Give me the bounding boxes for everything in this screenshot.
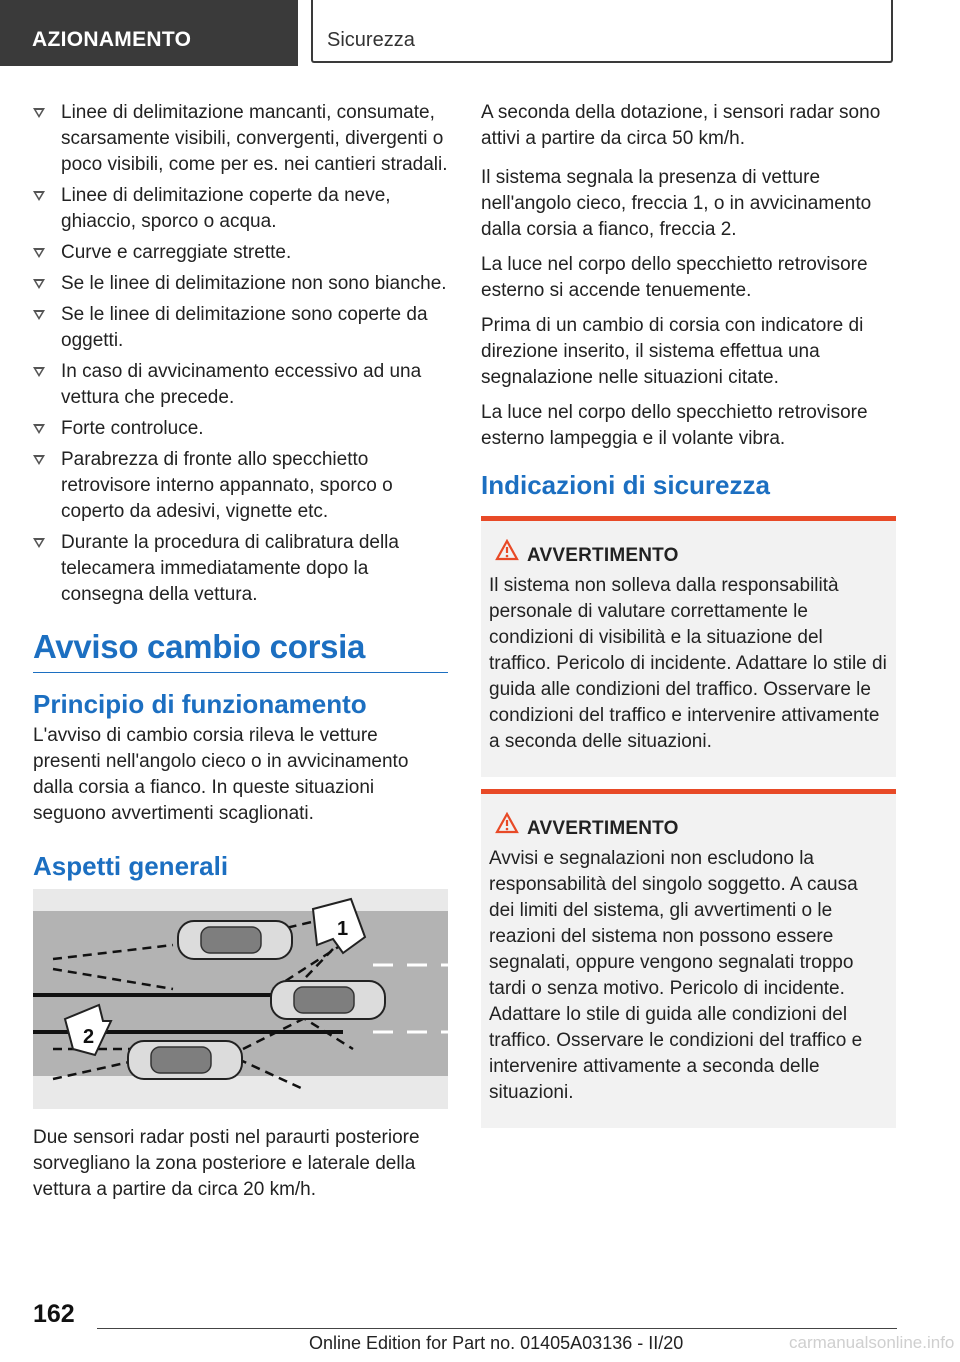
list-item: Linee di delimitazione mancanti, consumate, scarsamente visibili, convergenti, divergenti o poco visibili, come per es. nei cantieri stradali. (33, 100, 448, 178)
list-item: Se le linee di delimitazione non sono bianche. (33, 271, 448, 297)
car-icon (178, 921, 292, 959)
paragraph-flash: La luce nel corpo dello specchietto retrovisore esterno lampeggia e il volante vibra. (481, 402, 868, 449)
footer-edition: Online Edition for Part no. 01405A03136 - II/20 (309, 1333, 684, 1353)
warning-box (481, 789, 896, 1128)
safety-title: Indicazioni di sicurezza (481, 470, 770, 500)
subsection-title-general: Aspetti generali (33, 851, 229, 881)
triangle-bullet-icon (33, 248, 45, 258)
paragraph-light: La luce nel corpo dello specchietto retrovisore esterno si accende tenuemente. (481, 254, 868, 301)
triangle-bullet-icon (33, 310, 45, 320)
radar-sensor-paragraph: Due sensori radar posti nel paraurti posteriore sorvegliano la zona posteriore e laterale della vettura a partire da circa 20 km/h. (33, 1127, 420, 1200)
footer-watermark: carmanualsonline.info (789, 1333, 955, 1352)
subsection-title-principle: Principio di funzionamento (33, 689, 367, 719)
list-item: Curve e carreggiate strette. (33, 240, 448, 266)
header-chapter-label: Sicurezza (327, 29, 415, 51)
paragraph-signal: Il sistema segnala la presenza di vetture nell'angolo cieco, freccia 1, o in avvicinamento dalla corsia a fianco, freccia 2. (481, 167, 872, 240)
principle-paragraph: L'avviso di cambio corsia rileva le vetture presenti nell'angolo cieco o in avvicinamento dalla corsia a fianco. In queste situazioni seguono avvertimenti scaglionati. (33, 725, 409, 824)
warning-title: AVVERTIMENTO (527, 545, 679, 566)
warning-title: AVVERTIMENTO (527, 818, 679, 839)
right-column (481, 100, 896, 1140)
header-section-tab (0, 0, 298, 66)
triangle-bullet-icon (33, 538, 45, 548)
warning-text: Il sistema non solleva dalla responsabilità personale di valutare correttamente le condizioni di visibilità e la situazione del traffico. Pericolo di incidente. Adattare lo stile di guida alle condizioni del traffico. Osservare le condizioni del traffico e intervenire attivamente a seconda delle situazioni. (489, 575, 887, 752)
list-item: Se le linee di delimitazione sono coperte da oggetti. (33, 302, 448, 354)
warning-text: Avvisi e segnalazioni non escludono la responsabilità del singolo soggetto. A causa dei limiti del sistema, gli avvertimenti o le reazioni del sistema non possono essere segnalati, oppure vengono segnalati troppo tardi o senza motivo. Pericolo di incidente. Adattare lo stile di guida alle condizioni del traffico. Osservare le condizioni del traffico e intervenire attivamente a seconda delle situazioni. (489, 848, 863, 1103)
limitations-list (33, 100, 448, 608)
list-item: Linee di delimitazione coperte da neve, ghiaccio, sporco o acqua. (33, 183, 448, 235)
car-icon (271, 981, 385, 1019)
page-number: 162 (33, 1300, 75, 1328)
triangle-bullet-icon (33, 455, 45, 465)
road-diagram (33, 889, 448, 1109)
footer-divider (97, 1328, 897, 1329)
triangle-bullet-icon (33, 424, 45, 434)
header-chapter-tab (311, 0, 893, 63)
triangle-bullet-icon (33, 367, 45, 377)
warning-header (489, 816, 888, 842)
header-section-label: AZIONAMENTO (32, 28, 192, 51)
page-header (0, 0, 960, 66)
triangle-bullet-icon (33, 191, 45, 201)
warning-triangle-icon (495, 539, 519, 561)
warning-box (481, 516, 896, 777)
list-item: Durante la procedura di calibratura della telecamera immediatamente dopo la consegna della vettura. (33, 530, 448, 608)
section-title: Avviso cambio corsia (33, 634, 448, 673)
lane-change-illustration (33, 889, 448, 1109)
arrow-2-label: 2 (83, 1026, 95, 1048)
list-item: In caso di avvicinamento eccessivo ad una vettura che precede. (33, 359, 448, 411)
paragraph-lane-change: Prima di un cambio di corsia con indicatore di direzione inserito, il sistema effettua una segnalazione nelle situazioni citate. (481, 315, 864, 388)
warning-triangle-icon (495, 812, 519, 834)
left-column (33, 100, 448, 1212)
triangle-bullet-icon (33, 108, 45, 118)
paragraph-activation: A seconda della dotazione, i sensori radar sono attivi a partire da circa 50 km/h. (481, 102, 881, 149)
list-item: Parabrezza di fronte allo specchietto retrovisore interno appannato, sporco o coperto da adesivi, vignette etc. (33, 447, 448, 525)
triangle-bullet-icon (33, 279, 45, 289)
car-icon (128, 1041, 242, 1079)
list-item: Forte controluce. (33, 416, 448, 442)
arrow-1-label: 1 (337, 918, 349, 940)
warning-header (489, 543, 888, 569)
